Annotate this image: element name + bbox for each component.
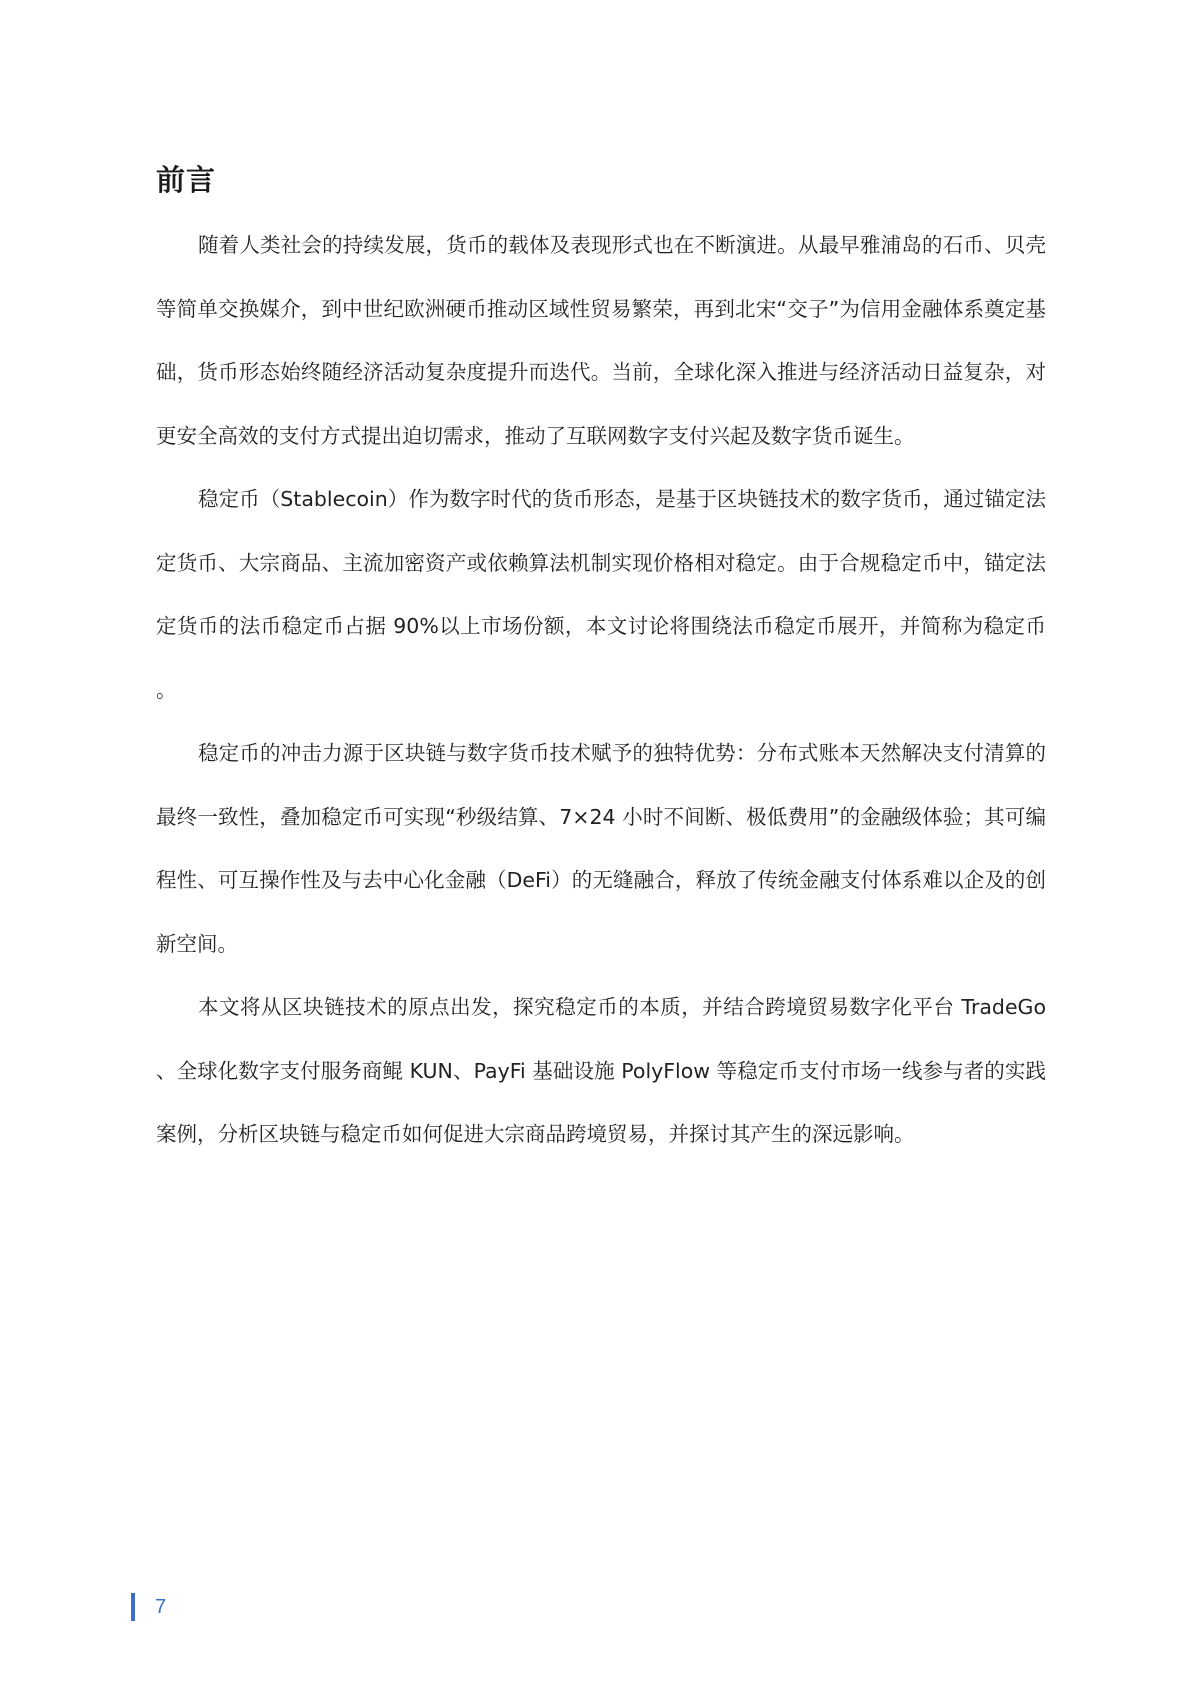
footer-accent-bar — [131, 1593, 135, 1621]
paragraph-3: 稳定币的冲击力源于区块链与数字货币技术赋予的独特优势：分布式账本天然解决支付清算的最终一致性，叠加稳定币可实现“秒级结算、7×24 小时不间断、极低费用”的金融级体验；其可编程性、可互操作性及与去中心化金融（DeFi）的无缝融合，释放了传统金融支付体系难以企及的创新空间。 — [156, 741, 1046, 956]
paragraph-1: 随着人类社会的持续发展，货币的载体及表现形式也在不断演进。从最早雅浦岛的石币、贝壳等简单交换媒介，到中世纪欧洲硬币推动区域性贸易繁荣，再到北宋“交子”为信用金融体系奠定基础，货币形态始终随经济活动复杂度提升而迭代。当前，全球化深入推进与经济活动日益复杂，对更安全高效的支付方式提出迫切需求，推动了互联网数字支付兴起及数字货币诞生。 — [156, 233, 1046, 448]
page-footer — [131, 1593, 166, 1621]
paragraph-2: 稳定币（Stablecoin）作为数字时代的货币形态，是基于区块链技术的数字货币，通过锚定法定货币、大宗商品、主流加密资产或依赖算法机制实现价格相对稳定。由于合规稳定币中，锚定法定货币的法币稳定币占据 90%以上市场份额，本文讨论将围绕法币稳定币展开，并简称为稳定币。 — [156, 487, 1046, 702]
section-heading: 前言 — [156, 163, 217, 197]
paragraph-4: 本文将从区块链技术的原点出发，探究稳定币的本质，并结合跨境贸易数字化平台 TradeGo、全球化数字支付服务商鲲 KUN、PayFi 基础设施 PolyFlow 等稳定币支付市场一线参与者的实践案例，分析区块链与稳定币如何促进大宗商品跨境贸易，并探讨其产生的深远影响。 — [156, 995, 1046, 1146]
page-number: 7 — [155, 1596, 167, 1618]
page-content — [156, 150, 1046, 1167]
